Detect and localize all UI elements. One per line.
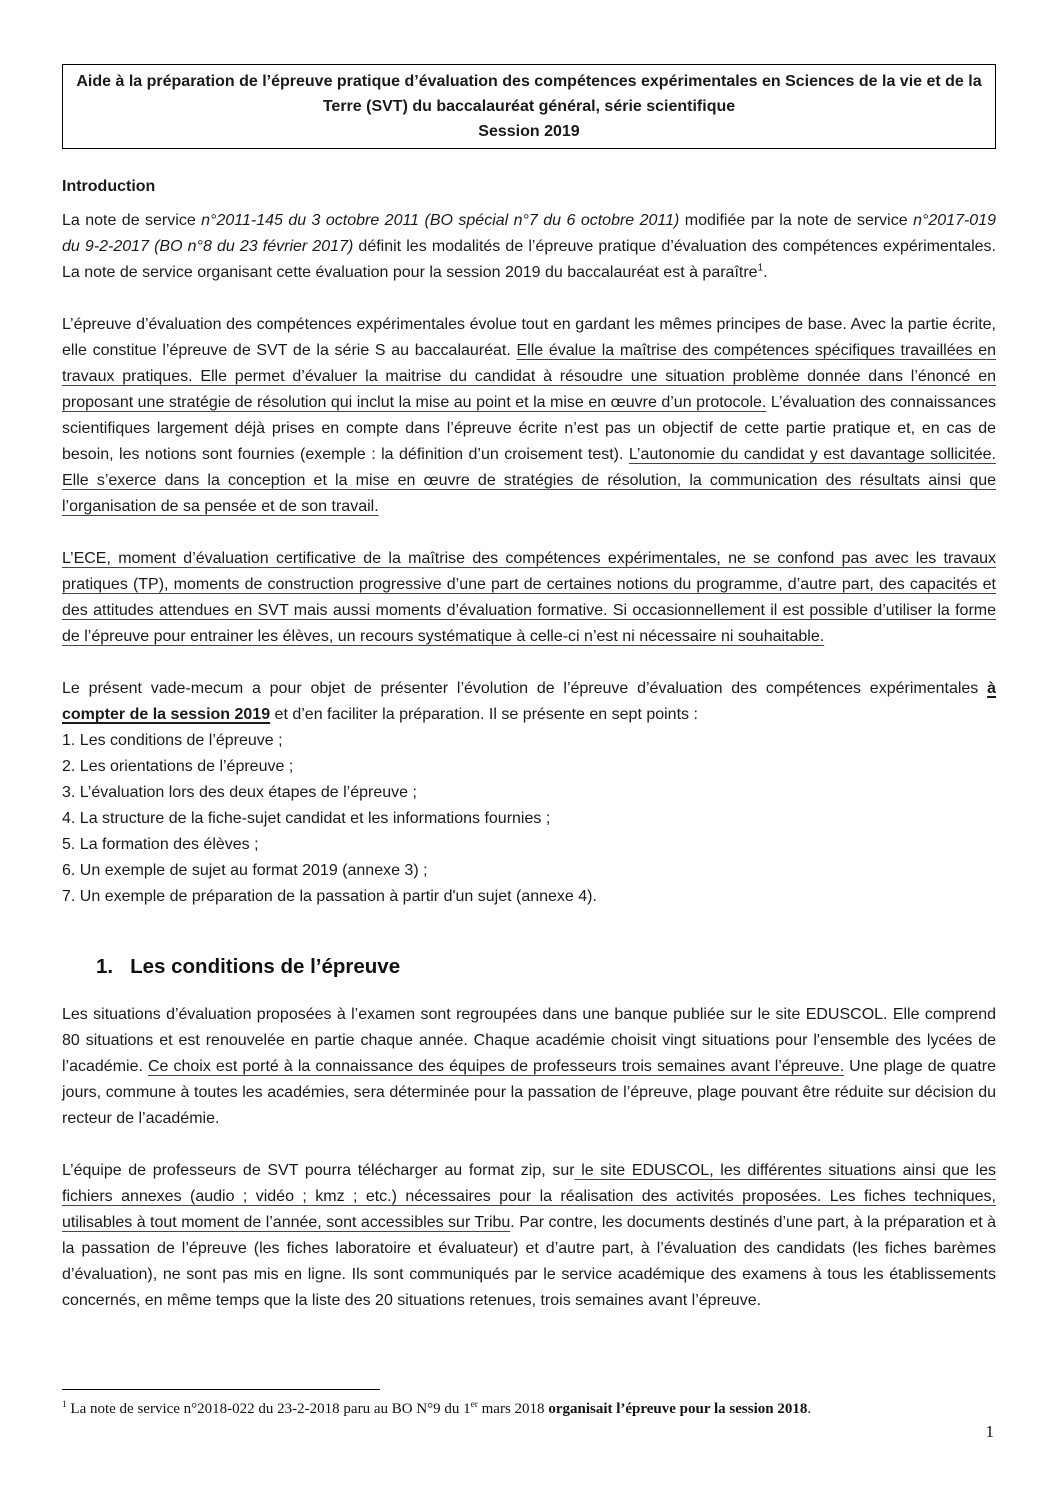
intro-paragraph-2: L’épreuve d’évaluation des compétences expérimentales évolue tout en gardant les mêmes principes de base. Avec la partie écrite, elle constitue l’épreuve de SVT de la série S au baccalauréat. Elle évalue la maîtrise des compétences spécifiques travaillées en travaux pratiques. Elle permet d’évaluer la maitrise du candidat à résoudre une situation problème donnée dans l’énoncé en proposant une stratégie de résolution qui inclut la mise au point et la mise en œuvre d’un protocole. L’évaluation des connaissances scientifiques largement déjà prises en compte dans l’épreuve écrite n’est pas un objectif de cette partie pratique et, en cas de besoin, les notions sont fournies (exemple : la définition d’un croisement test). L’autonomie du candidat y est davantage sollicitée. Elle s’exerce dans la conception et la mise en œuvre de stratégies de résolution, la communication des résultats ainsi que l’organisation de sa pensée et de son travail.	[62, 316, 997, 515]
section-1-paragraph-1: Les situations d’évaluation proposées à l’examen sont regroupées dans une banque publiée sur le site EDUSCOL. Elle comprend 80 situations et est renouvelée en partie chaque année. Chaque académie choisit vingt situations pour l'ensemble des lycées de l’académie. Ce choix est porté à la connaissance des équipes de professeurs trois semaines avant l’épreuve. Une plage de quatre jours, commune à toutes les académies, sera déterminée pour la passation de l’épreuve, plage pouvant être réduite sur décision du recteur de l’académie.	[62, 1006, 997, 1127]
section-1-heading	[96, 954, 996, 980]
summary-item-3: 3. L’évaluation lors des deux étapes de l’épreuve ;	[62, 784, 417, 801]
summary-item-2: 2. Les orientations de l’épreuve ;	[62, 758, 294, 775]
summary-item-6: 6. Un exemple de sujet au format 2019 (annexe 3) ;	[62, 862, 428, 879]
document-title: Aide à la préparation de l’épreuve pratique d’évaluation des compétences expérimentales en Sciences de la vie et de la Terre (SVT) du baccalauréat général, série scientifique	[76, 73, 982, 115]
introduction-heading: Introduction	[62, 178, 156, 195]
section-1-paragraph-2: L’équipe de professeurs de SVT pourra télécharger au format zip, sur le site EDUSCOL, les différentes situations ainsi que les fichiers annexes (audio ; vidéo ; kmz ; etc.) nécessaires pour la réalisation des activités proposées. Les fiches techniques, utilisables à tout moment de l’année, sont accessibles sur Tribu. Par contre, les documents destinés d’une part, à la préparation et à la passation de l’épreuve (les fiches laboratoire et évaluateur) et d’autre part, à l’évaluation des candidats (les fiches barèmes d’évaluation), ne sont pas mis en ligne. Ils sont communiqués par le service académique des examens à tous les établissements concernés, en même temps que la liste des 20 situations retenues, trois semaines avant l’épreuve.	[62, 1162, 996, 1309]
intro-paragraph-4: Le présent vade-mecum a pour objet de présenter l’évolution de l’épreuve d’évaluation des compétences expérimentales à compter de la session 2019 et d’en faciliter la préparation. Il se présente en sept points :	[62, 680, 996, 723]
session-label: Session 2019	[478, 123, 580, 140]
footnote-separator	[62, 1389, 380, 1390]
title-box	[62, 64, 996, 149]
section-title: Les conditions de l’épreuve	[130, 955, 401, 978]
summary-item-1: 1. Les conditions de l’épreuve ;	[62, 732, 283, 749]
intro-paragraph-3: L’ECE, moment d’évaluation certificative de la maîtrise des compétences expérimentales, ne se confond pas avec les travaux pratiques (TP), moments de construction progressive d’une part de certaines notions du programme, d’autre part, des capacités et des attitudes attendues en SVT mais aussi moments d’évaluation formative. Si occasionnellement il est possible d’utiliser la forme de l’épreuve pour entrainer les élèves, un recours systématique à celle-ci n’est ni nécessaire ni souhaitable.	[62, 550, 996, 645]
summary-list	[62, 728, 996, 910]
intro-paragraph-1: La note de service n°2011-145 du 3 octobre 2011 (BO spécial n°7 du 6 octobre 2011) modifiée par la note de service n°2017-019 du 9-2-2017 (BO n°8 du 23 février 2017) définit les modalités de l’épreuve pratique d’évaluation des compétences expérimentales. La note de service organisant cette évaluation pour la session 2019 du baccalauréat est à paraître$^1$.	[62, 212, 996, 281]
footnote-area	[62, 1389, 996, 1419]
summary-item-7: 7. Un exemple de préparation de la passation à partir d'un sujet (annexe 4).	[62, 888, 597, 905]
section-number: 1.	[96, 955, 114, 978]
summary-item-4: 4. La structure de la fiche-sujet candidat et les informations fournies ;	[62, 810, 551, 827]
summary-item-5: 5. La formation des élèves ;	[62, 836, 259, 853]
page-number: 1	[985, 1422, 994, 1441]
footnote-text: $^1$ La note de service n°2018-022 du 23-2-2018 paru au BO N°9 du 1er mars 2018 organisait l’épreuve pour la session 2018.	[62, 1400, 812, 1417]
